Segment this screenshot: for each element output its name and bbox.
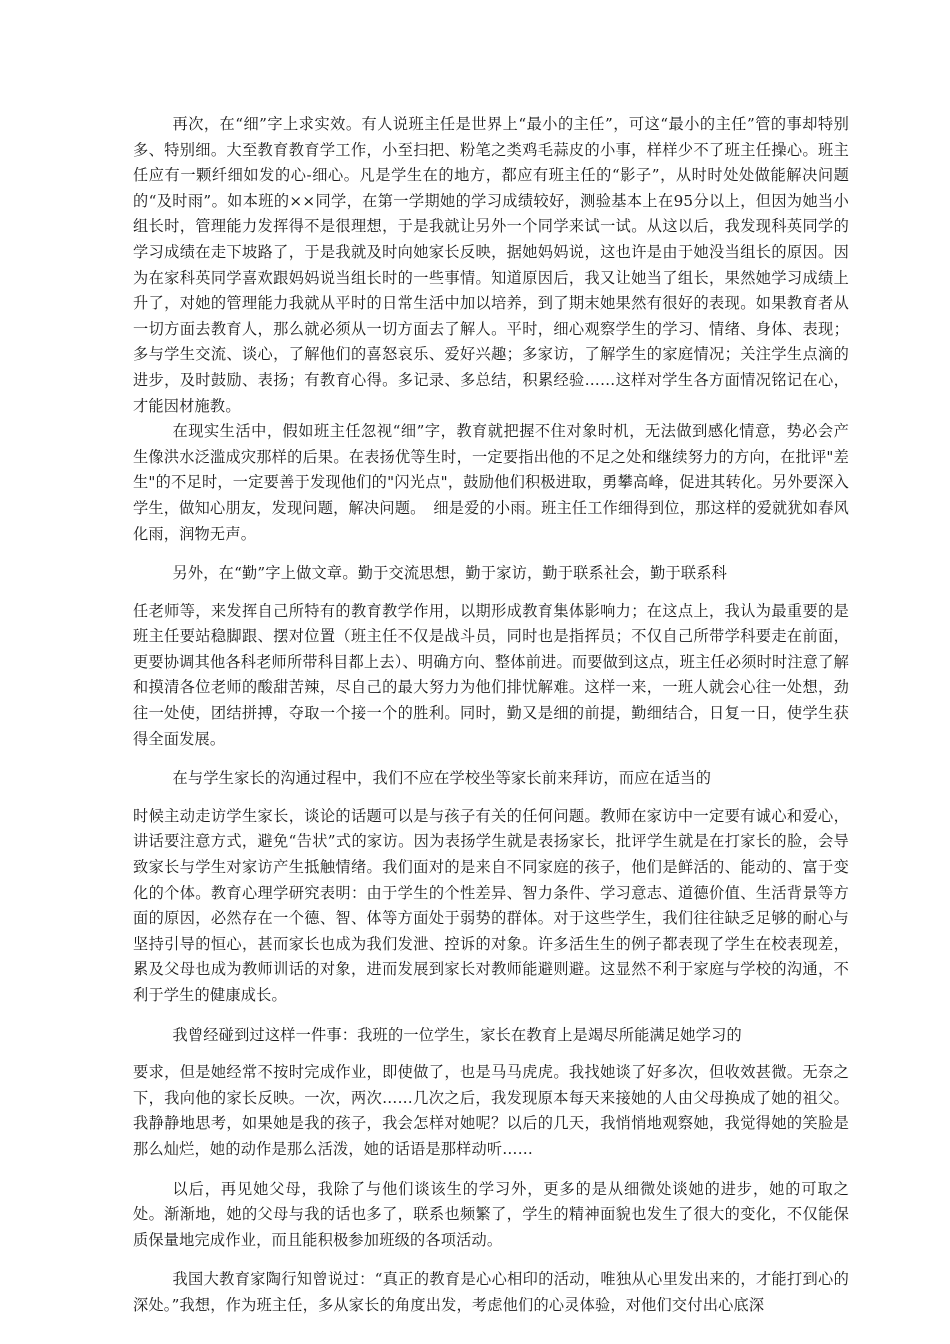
paragraph-tao-xingzhi: 我国大教育家陶行知曾说过：“真正的教育是心心相印的活动，唯独从心里发出来的，才能打到心的深处。”我想，作为班主任，多从家长的角度出发，考虑他们的心灵体验，对他们交付出心底深 (133, 1270, 849, 1314)
paragraph-parents-body: 时候主动走访学生家长，谈论的话题可以是与孩子有关的任何问题。教师在家访中一定要有诚心和爱心，讲话要注意方式，避免“告状”式的家访。因为表扬学生就是表扬家长，批评学生就是在打家长的脸，会导致家长与学生对家访产生抵触情绪。我们面对的是来自不同家庭的孩子，他们是鲜活的、能动的、富于变化的个体。教育心理学研究表明：由于学生的个性差异、智力条件、学习意志、道德价值、生活背景等方面的原因，必然存在一个德、智、体等方面处于弱势的群体。对于这些学生，我们往往缺乏足够的耐心与坚持引导的恒心，甚而家长也成为我们发泄、控诉的对象。许多活生生的例子都表现了学生在校表现差，累及父母也成为教师训话的对象，进而发展到家长对教师能避则避。这显然不利于家庭与学校的沟通，不利于学生的健康成长。 (133, 806, 849, 1004)
paragraph-detail: 再次，在“细”字上求实效。有人说班主任是世界上“最小的主任”，可这“最小的主任”管的事却特别多、特别细。大至教育教育学工作，小至扫把、粉笔之类鸡毛蒜皮的小事，样样少不了班主任操心。班主任应有一颗纤细如发的心-细心。凡是学生在的地方，都应有班主任的“影子”，从时时处处做能解决问题的“及时雨”。如本班的××同学，在第一学期她的学习成绩较好，测验基本上在95分以上，但因为她当小组长时，管理能力发挥得不是很理想，于是我就让另外一个同学来试一试。从这以后，我发现科英同学的学习成绩在走下坡路了，于是我就及时向她家长反映，据她妈妈说，这也许是由于她没当组长的原因。因为在家科英同学喜欢跟妈妈说当组长时的一些事情。知道原因后，我又让她当了组长，果然她学习成绩上升了，对她的管理能力我就从平时的日常生活中加以培养，到了期末她果然有很好的表现。如果教育者从一切方面去教育人，那么就必须从一切方面去了解人。平时，细心观察学生的学习、情绪、身体、表现；多与学生交流、谈心，了解他们的喜怒哀乐、爱好兴趣；多家访，了解学生的家庭情况；关注学生点滴的进步，及时鼓励、表扬；有教育心得。多记录、多总结，积累经验……这样对学生各方面情况铭记在心，才能因材施教。 (133, 115, 849, 415)
paragraph-parents-intro: 在与学生家长的沟通过程中，我们不应在学校坐等家长前来拜访，而应在适当的 (172, 769, 712, 788)
document-page (133, 112, 849, 1319)
paragraph-story-intro: 我曾经碰到过这样一件事：我班的一位学生，家长在教育上是竭尽所能满足她学习的 (172, 1025, 742, 1044)
paragraph-afterwards: 以后，再见她父母，我除了与他们谈该生的学习外，更多的是从细微处谈她的进步，她的可取之处。渐渐地，她的父母与我的话也多了，联系也频繁了，学生的精神面貌也发生了很大的变化，不仅能保质保量地完成作业，而且能积极参加班级的各项活动。 (133, 1179, 849, 1249)
paragraph-reality: 在现实生活中，假如班主任忽视“细”字，教育就把握不住对象时机，无法做到感化情意，势必会产生像洪水泛滥成灾那样的后果。在表扬优等生时，一定要指出他的不足之处和继续努力的方向，在批评"差生"的不足时，一定要善于发现他们的"闪光点"，鼓励他们积极进取，勇攀高峰，促进其转化。另外要深入学生，做知心朋友，发现问题，解决问题。 细是爱的小雨。班主任工作细得到位，那这样的爱就犹如春风化雨，润物无声。 (133, 422, 849, 543)
paragraph-story-body: 要求，但是她经常不按时完成作业，即使做了，也是马马虎虎。我找她谈了好多次，但收效甚微。无奈之下，我向他的家长反映。一次，两次……几次之后，我发现原本每天来接她的人由父母换成了她的祖父。我静静地思考，如果她是我的孩子，我会怎样对她呢？以后的几天，我悄悄地观察她，我觉得她的笑脸是那么灿烂，她的动作是那么活泼，她的话语是那样动听…… (133, 1063, 849, 1158)
paragraph-diligence-body: 任老师等，来发挥自己所特有的教育教学作用，以期形成教育集体影响力；在这点上，我认为最重要的是班主任要站稳脚跟、摆对位置（班主任不仅是战斗员，同时也是指挥员；不仅自己所带学科要走在前面，更要协调其他各科老师所带科目都上去）、明确方向、整体前进。而要做到这点，班主任必须时时注意了解和摸清各位老师的酸甜苦辣，尽自己的最大努力为他们排忧解难。这样一来，一班人就会心往一处想，劲往一处使，团结拼搏，夺取一个接一个的胜利。同时，勤又是细的前提，勤细结合，日复一日，使学生获得全面发展。 (133, 601, 849, 748)
paragraph-diligence-intro: 另外，在“勤”字上做文章。勤于交流思想，勤于家访，勤于联系社会，勤于联系科 (172, 564, 728, 583)
